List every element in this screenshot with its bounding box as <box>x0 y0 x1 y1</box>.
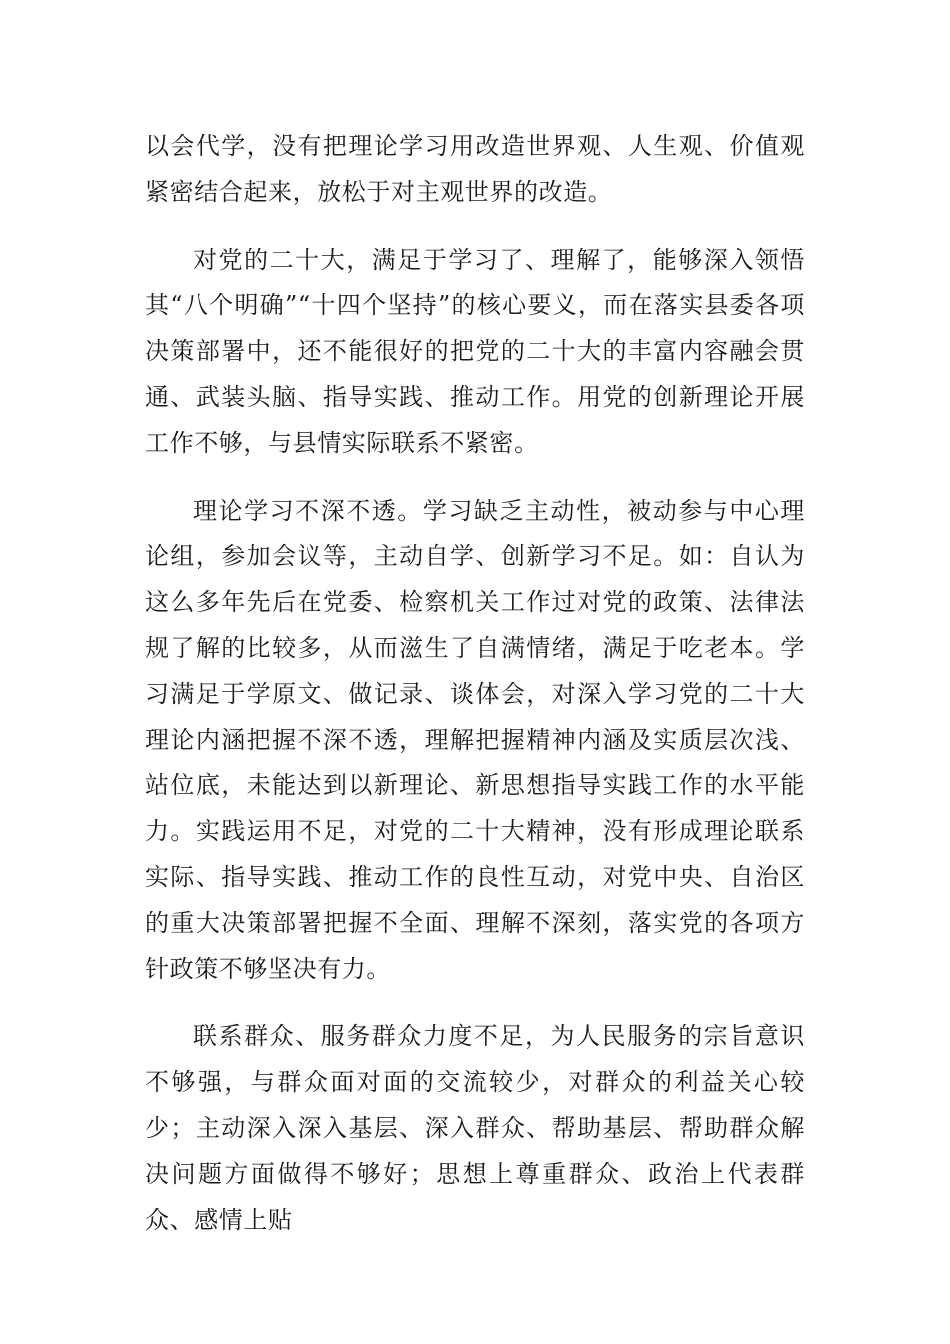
document-body <box>145 124 805 1265</box>
paragraph-1: 以会代学，没有把理论学习用改造世界观、人生观、价值观紧密结合起来，放松于对主观世界的改造。 <box>145 132 805 206</box>
paragraph-2: 对党的二十大，满足于学习了、理解了，能够深入领悟其“八个明确”“十四个坚持”的核心要义，而在落实县委各项决策部署中，还不能很好的把党的二十大的丰富内容融会贯通、武装头脑、指导实践、推动工作。用党的创新理论开展工作不够，与县情实际联系不紧密。 <box>145 245 805 457</box>
paragraph-3: 理论学习不深不透。学习缺乏主动性，被动参与中心理论组，参加会议等，主动自学、创新学习不足。如：自认为这么多年先后在党委、检察机关工作过对党的政策、法律法规了解的比较多，从而滋生了自满情绪，满足于吃老本。学习满足于学原文、做记录、谈体会，对深入学习党的二十大理论内涵把握不深不透，理解把握精神内涵及实质层次浅、站位底，未能达到以新理论、新思想指导实践工作的水平能力。实践运用不足，对党的二十大精神，没有形成理论联系实际、指导实践、推动工作的良性互动，对党中央、自治区的重大决策部署把握不全面、理解不深刻，落实党的各项方针政策不够坚决有力。 <box>145 496 805 983</box>
paragraph-4: 联系群众、服务群众力度不足，为人民服务的宗旨意识不够强，与群众面对面的交流较少，对群众的利益关心较少；主动深入深入基层、深入群众、帮助基层、帮助群众解决问题方面做得不够好；思想上尊重群众、政治上代表群众、感情上贴 <box>145 1022 805 1234</box>
